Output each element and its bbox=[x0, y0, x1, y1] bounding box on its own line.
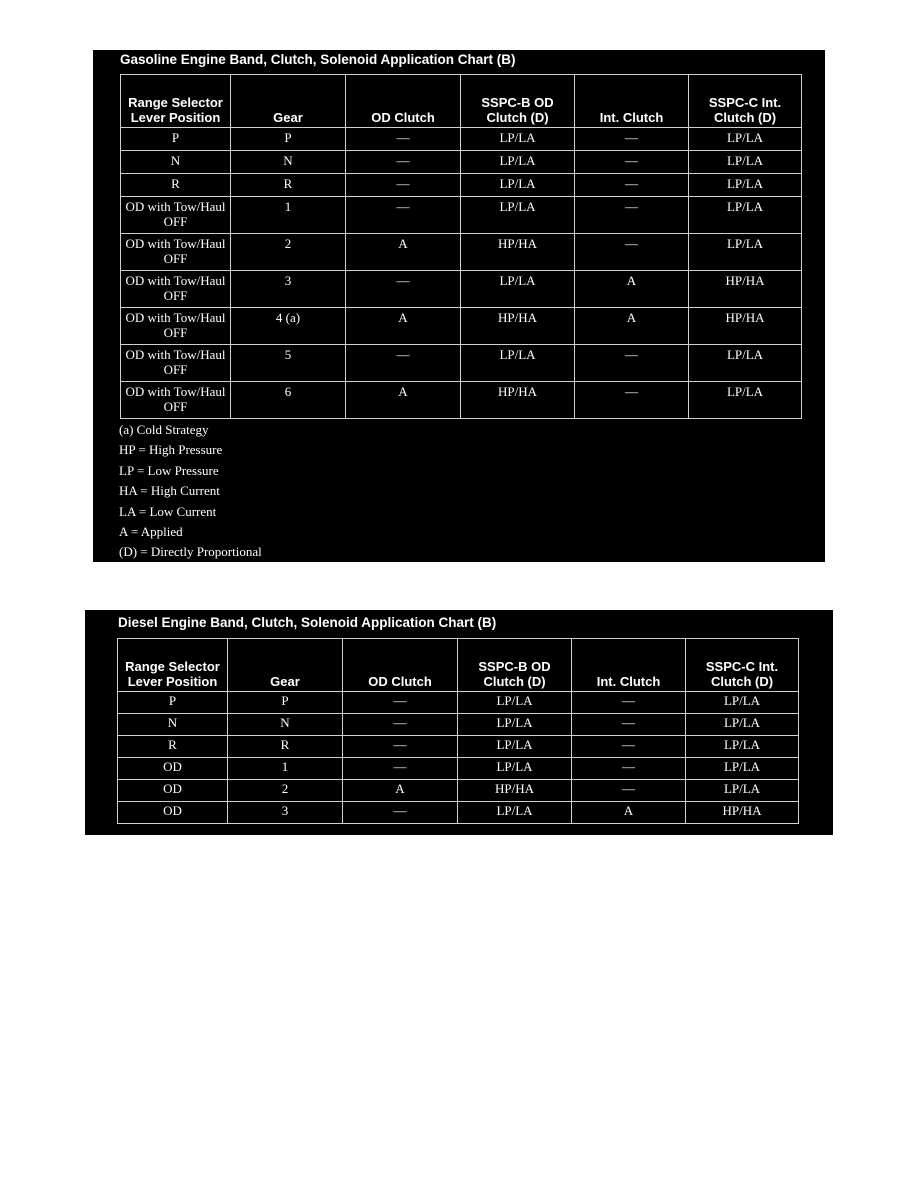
cell-sspc-c: LP/LA bbox=[686, 758, 799, 780]
cell-int-clutch: — bbox=[575, 382, 689, 419]
cell-int-clutch: — bbox=[575, 151, 689, 174]
cell-int-clutch: — bbox=[572, 714, 686, 736]
cell-od-clutch: A bbox=[343, 780, 458, 802]
cell-sspc-c: LP/LA bbox=[686, 692, 799, 714]
cell-sspc-b: LP/LA bbox=[461, 197, 575, 234]
cell-range-position: R bbox=[118, 736, 228, 758]
legend-item: (a) Cold Strategy bbox=[119, 422, 209, 437]
cell-int-clutch: — bbox=[575, 234, 689, 271]
cell-od-clutch: — bbox=[343, 736, 458, 758]
cell-range-position: OD with Tow/Haul OFF bbox=[121, 271, 231, 308]
cell-sspc-c: LP/LA bbox=[689, 128, 802, 151]
cell-od-clutch: — bbox=[346, 128, 461, 151]
cell-range-position: OD with Tow/Haul OFF bbox=[121, 345, 231, 382]
cell-od-clutch: A bbox=[346, 308, 461, 345]
table-row bbox=[118, 714, 799, 736]
header-range-position: Range Selector Lever Position bbox=[118, 639, 228, 692]
cell-od-clutch: — bbox=[343, 802, 458, 824]
cell-gear: 1 bbox=[231, 197, 346, 234]
cell-int-clutch: A bbox=[572, 802, 686, 824]
header-sspc-c: SSPC-C Int. Clutch (D) bbox=[686, 639, 799, 692]
cell-int-clutch: — bbox=[575, 345, 689, 382]
cell-od-clutch: — bbox=[343, 714, 458, 736]
cell-gear: 4 (a) bbox=[231, 308, 346, 345]
table-row bbox=[121, 308, 802, 345]
cell-sspc-b: LP/LA bbox=[461, 271, 575, 308]
cell-sspc-b: LP/LA bbox=[461, 151, 575, 174]
cell-od-clutch: — bbox=[346, 345, 461, 382]
cell-int-clutch: — bbox=[572, 780, 686, 802]
gasoline-chart-panel bbox=[93, 50, 825, 562]
cell-gear: 2 bbox=[231, 234, 346, 271]
table-row bbox=[118, 692, 799, 714]
diesel-application-table bbox=[117, 638, 799, 824]
table-row bbox=[121, 345, 802, 382]
cell-od-clutch: — bbox=[346, 174, 461, 197]
cell-int-clutch: A bbox=[575, 308, 689, 345]
table-row bbox=[121, 128, 802, 151]
cell-int-clutch: — bbox=[575, 197, 689, 234]
cell-int-clutch: A bbox=[575, 271, 689, 308]
cell-sspc-c: LP/LA bbox=[689, 234, 802, 271]
cell-gear: 1 bbox=[228, 758, 343, 780]
cell-sspc-c: LP/LA bbox=[689, 151, 802, 174]
legend-item: (D) = Directly Proportional bbox=[119, 544, 262, 560]
header-sspc-c: SSPC-C Int. Clutch (D) bbox=[689, 75, 802, 128]
table-row bbox=[118, 758, 799, 780]
cell-sspc-b: LP/LA bbox=[458, 692, 572, 714]
gasoline-legend bbox=[119, 420, 262, 563]
cell-sspc-b: HP/HA bbox=[461, 308, 575, 345]
cell-sspc-b: HP/HA bbox=[458, 780, 572, 802]
cell-gear: P bbox=[231, 128, 346, 151]
legend-item: HP = High Pressure bbox=[119, 442, 223, 458]
cell-sspc-c: LP/LA bbox=[686, 714, 799, 736]
cell-od-clutch: — bbox=[346, 271, 461, 308]
legend-item: HA = High Current bbox=[119, 483, 220, 499]
cell-range-position: OD with Tow/Haul OFF bbox=[121, 234, 231, 271]
cell-sspc-c: LP/LA bbox=[689, 382, 802, 419]
cell-od-clutch: A bbox=[346, 234, 461, 271]
cell-sspc-c: LP/LA bbox=[689, 197, 802, 234]
table-header-row bbox=[121, 75, 802, 128]
header-sspc-b: SSPC-B OD Clutch (D) bbox=[458, 639, 572, 692]
table-row bbox=[121, 382, 802, 419]
cell-range-position: OD bbox=[118, 802, 228, 824]
cell-sspc-c: LP/LA bbox=[689, 174, 802, 197]
cell-od-clutch: — bbox=[343, 758, 458, 780]
cell-sspc-b: LP/LA bbox=[458, 736, 572, 758]
table-row bbox=[118, 802, 799, 824]
header-int-clutch: Int. Clutch bbox=[572, 639, 686, 692]
diesel-chart-title: Diesel Engine Band, Clutch, Solenoid Application Chart (B) bbox=[118, 615, 497, 630]
cell-sspc-c: LP/LA bbox=[689, 345, 802, 382]
header-gear: Gear bbox=[231, 75, 346, 128]
cell-sspc-c: LP/LA bbox=[686, 780, 799, 802]
cell-gear: 3 bbox=[231, 271, 346, 308]
legend-item: A = Applied bbox=[119, 523, 183, 539]
header-range-position: Range Selector Lever Position bbox=[121, 75, 231, 128]
diesel-chart-panel bbox=[85, 610, 833, 835]
cell-int-clutch: — bbox=[572, 758, 686, 780]
cell-sspc-b: HP/HA bbox=[461, 382, 575, 419]
cell-sspc-c: LP/LA bbox=[686, 736, 799, 758]
legend-item: LP = Low Pressure bbox=[119, 462, 219, 478]
table-header-row bbox=[118, 639, 799, 692]
header-int-clutch: Int. Clutch bbox=[575, 75, 689, 128]
cell-range-position: OD with Tow/Haul OFF bbox=[121, 197, 231, 234]
table-row bbox=[121, 234, 802, 271]
header-sspc-b: SSPC-B OD Clutch (D) bbox=[461, 75, 575, 128]
cell-range-position: OD bbox=[118, 758, 228, 780]
table-row bbox=[118, 736, 799, 758]
cell-range-position: N bbox=[118, 714, 228, 736]
cell-gear: N bbox=[228, 714, 343, 736]
cell-range-position: R bbox=[121, 174, 231, 197]
cell-sspc-c: HP/HA bbox=[689, 308, 802, 345]
cell-sspc-b: LP/LA bbox=[458, 758, 572, 780]
cell-sspc-b: LP/LA bbox=[458, 714, 572, 736]
table-row bbox=[121, 174, 802, 197]
cell-gear: R bbox=[228, 736, 343, 758]
table-row bbox=[121, 271, 802, 308]
cell-gear: R bbox=[231, 174, 346, 197]
cell-range-position: OD with Tow/Haul OFF bbox=[121, 308, 231, 345]
cell-sspc-b: HP/HA bbox=[461, 234, 575, 271]
legend-item: LA = Low Current bbox=[119, 503, 217, 519]
cell-int-clutch: — bbox=[572, 736, 686, 758]
cell-gear: P bbox=[228, 692, 343, 714]
cell-int-clutch: — bbox=[575, 174, 689, 197]
table-row bbox=[121, 197, 802, 234]
cell-range-position: P bbox=[118, 692, 228, 714]
cell-range-position: P bbox=[121, 128, 231, 151]
cell-int-clutch: — bbox=[575, 128, 689, 151]
cell-od-clutch: A bbox=[346, 382, 461, 419]
cell-sspc-b: LP/LA bbox=[458, 802, 572, 824]
cell-sspc-b: LP/LA bbox=[461, 174, 575, 197]
header-od-clutch: OD Clutch bbox=[346, 75, 461, 128]
cell-gear: 2 bbox=[228, 780, 343, 802]
cell-gear: N bbox=[231, 151, 346, 174]
gasoline-chart-title: Gasoline Engine Band, Clutch, Solenoid Application Chart (B) bbox=[120, 52, 516, 67]
cell-sspc-c: HP/HA bbox=[689, 271, 802, 308]
cell-range-position: N bbox=[121, 151, 231, 174]
cell-od-clutch: — bbox=[346, 151, 461, 174]
cell-gear: 6 bbox=[231, 382, 346, 419]
table-row bbox=[121, 151, 802, 174]
cell-range-position: OD with Tow/Haul OFF bbox=[121, 382, 231, 419]
cell-od-clutch: — bbox=[343, 692, 458, 714]
gasoline-application-table bbox=[120, 74, 802, 419]
cell-gear: 3 bbox=[228, 802, 343, 824]
cell-sspc-b: LP/LA bbox=[461, 128, 575, 151]
cell-sspc-b: LP/LA bbox=[461, 345, 575, 382]
table-row bbox=[118, 780, 799, 802]
cell-sspc-c: HP/HA bbox=[686, 802, 799, 824]
cell-int-clutch: — bbox=[572, 692, 686, 714]
cell-od-clutch: — bbox=[346, 197, 461, 234]
header-od-clutch: OD Clutch bbox=[343, 639, 458, 692]
cell-range-position: OD bbox=[118, 780, 228, 802]
header-gear: Gear bbox=[228, 639, 343, 692]
cell-gear: 5 bbox=[231, 345, 346, 382]
